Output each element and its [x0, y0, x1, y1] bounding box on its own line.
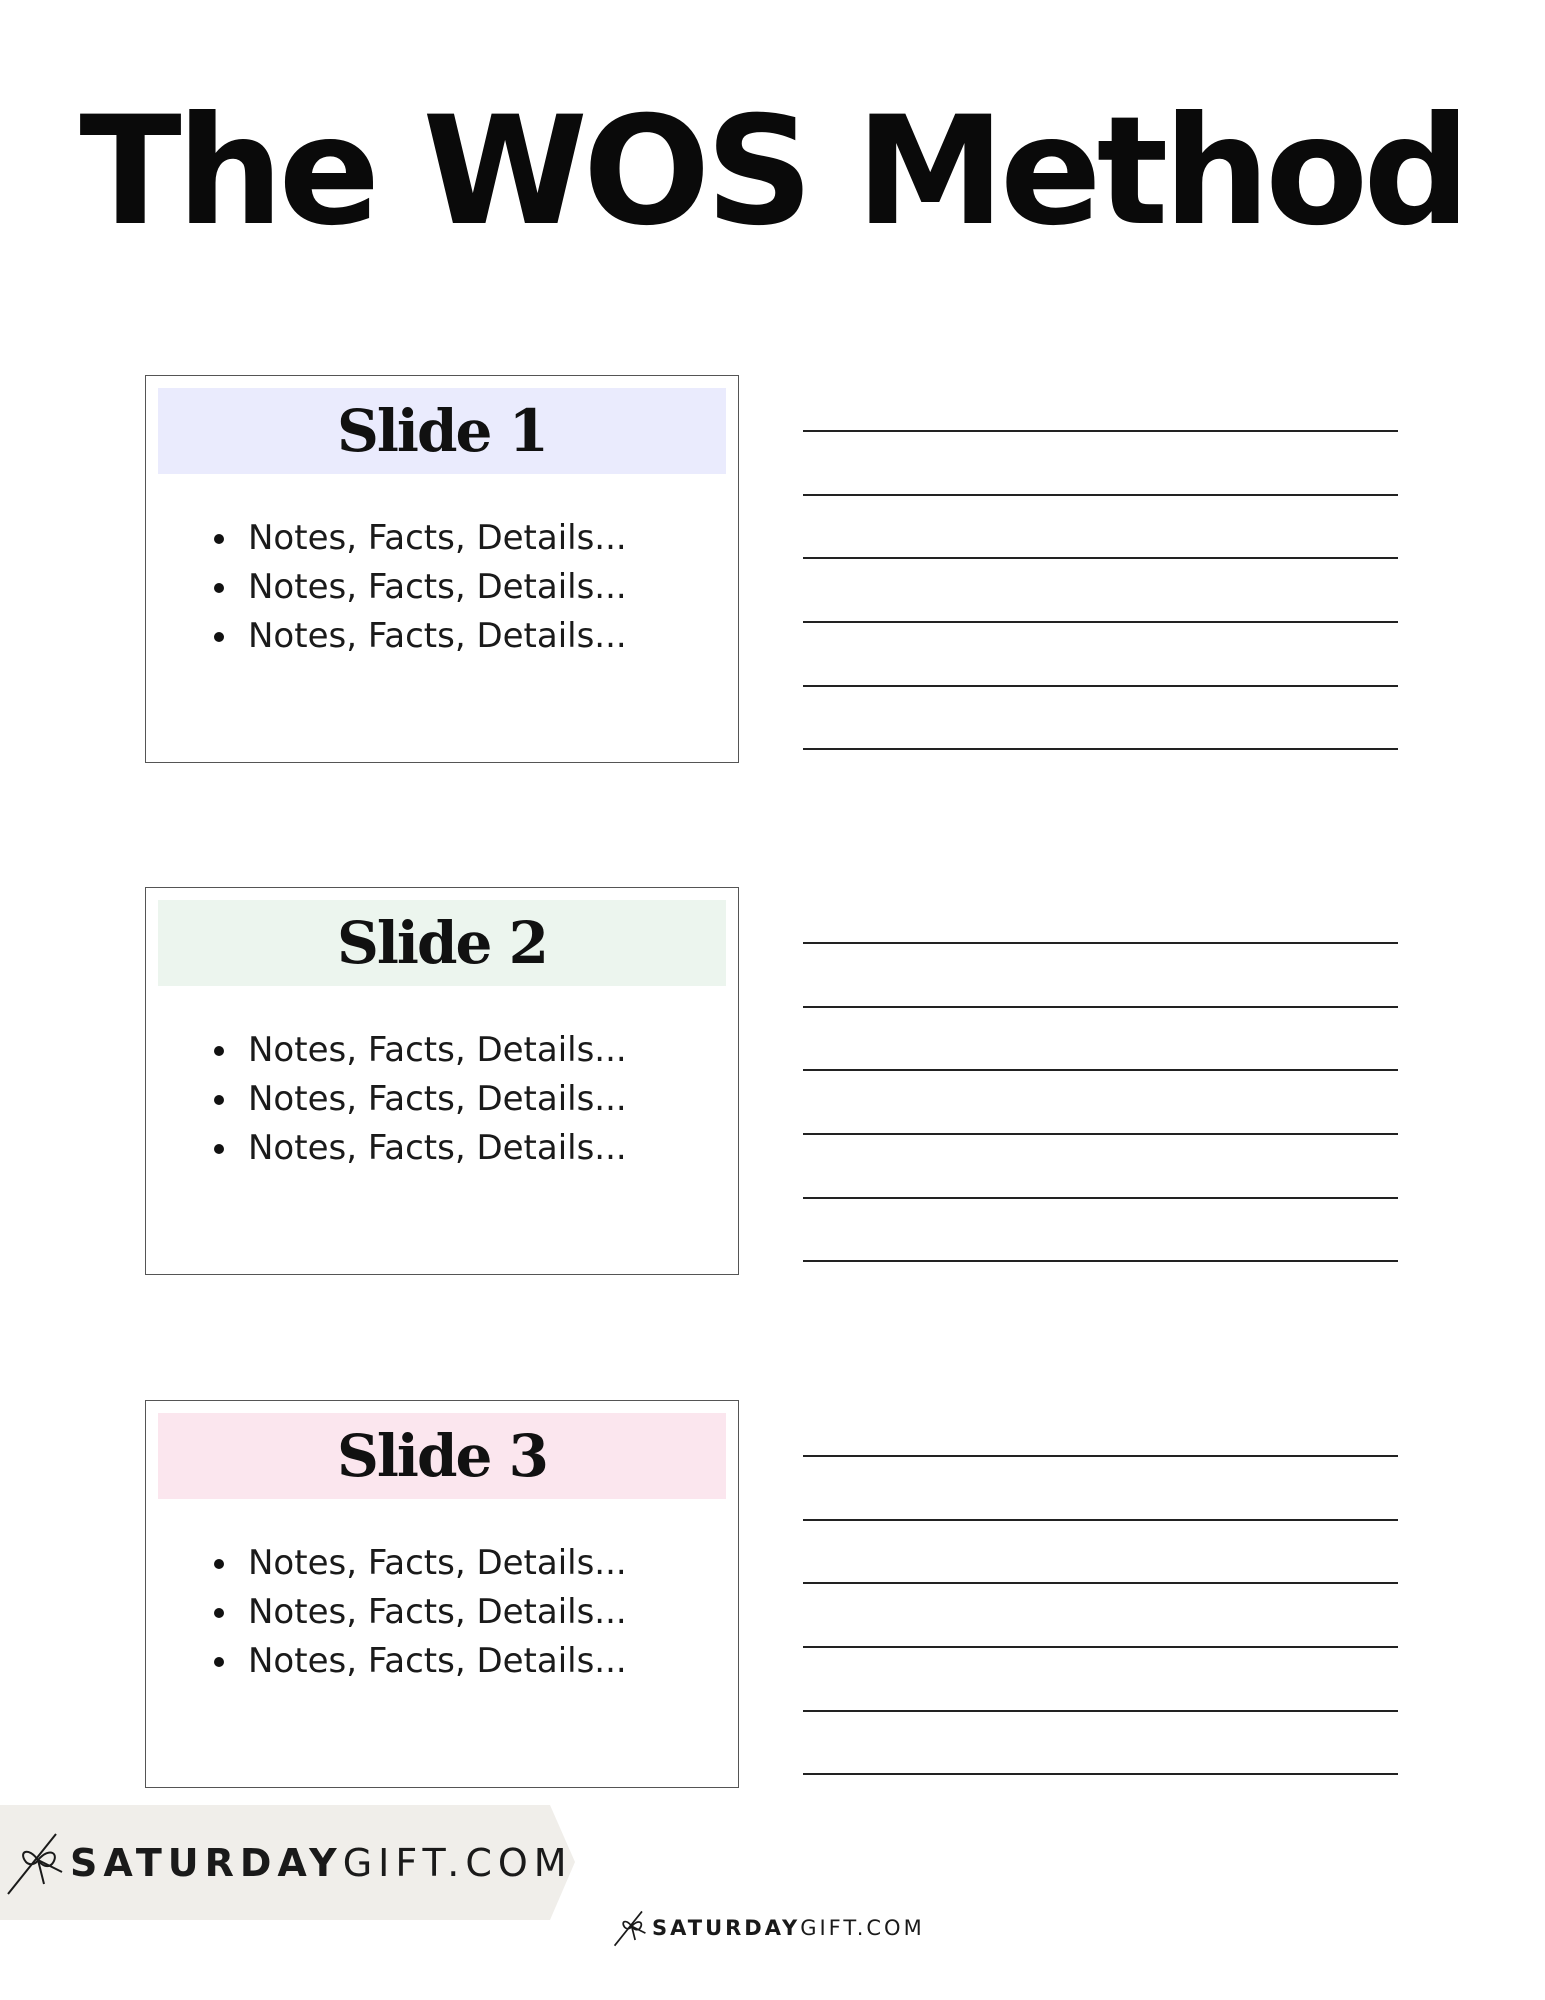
note-item: Notes, Facts, Details... — [248, 563, 627, 612]
writing-line[interactable] — [803, 942, 1398, 944]
writing-line[interactable] — [803, 494, 1398, 496]
page-title: The WOS Method — [79, 85, 1466, 259]
slide-notes-list-2 — [146, 1026, 627, 1173]
slide-header-2 — [158, 900, 726, 986]
writing-line[interactable] — [803, 621, 1398, 623]
bow-ribbon-icon — [4, 1828, 66, 1898]
note-item: Notes, Facts, Details... — [248, 514, 627, 563]
watermark-brand — [4, 1818, 573, 1908]
note-item: Notes, Facts, Details... — [248, 1124, 627, 1173]
writing-line[interactable] — [803, 1260, 1398, 1262]
writing-line[interactable] — [803, 557, 1398, 559]
slide-card-2 — [145, 887, 739, 1275]
writing-line[interactable] — [803, 1069, 1398, 1071]
writing-line[interactable] — [803, 1133, 1398, 1135]
slide-title-2: Slide 2 — [337, 909, 547, 977]
slide-title-3: Slide 3 — [337, 1422, 547, 1490]
writing-line[interactable] — [803, 430, 1398, 432]
footer-brand — [612, 1903, 925, 1953]
slide-notes-list-3 — [146, 1539, 627, 1686]
slide-notes-list-1 — [146, 514, 627, 661]
note-item: Notes, Facts, Details... — [248, 1075, 627, 1124]
bow-ribbon-icon — [612, 1908, 648, 1948]
writing-line[interactable] — [803, 1519, 1398, 1521]
watermark-brand-bold: SATURDAY — [70, 1841, 343, 1885]
writing-line[interactable] — [803, 748, 1398, 750]
writing-line[interactable] — [803, 1710, 1398, 1712]
slide-title-1: Slide 1 — [337, 397, 547, 465]
watermark-brand-light: GIFT.COM — [342, 1841, 573, 1885]
writing-line[interactable] — [803, 1582, 1398, 1584]
writing-line[interactable] — [803, 1006, 1398, 1008]
slide-card-3 — [145, 1400, 739, 1788]
slide-card-1 — [145, 375, 739, 763]
note-item: Notes, Facts, Details... — [248, 1637, 627, 1686]
footer-brand-light: GIFT.COM — [800, 1916, 925, 1940]
writing-line[interactable] — [803, 1455, 1398, 1457]
writing-line[interactable] — [803, 1197, 1398, 1199]
note-item: Notes, Facts, Details... — [248, 612, 627, 661]
note-item: Notes, Facts, Details... — [248, 1026, 627, 1075]
slide-header-3 — [158, 1413, 726, 1499]
slide-header-1 — [158, 388, 726, 474]
footer-brand-bold: SATURDAY — [652, 1916, 801, 1940]
note-item: Notes, Facts, Details... — [248, 1539, 627, 1588]
note-item: Notes, Facts, Details... — [248, 1588, 627, 1637]
writing-line[interactable] — [803, 685, 1398, 687]
writing-line[interactable] — [803, 1773, 1398, 1775]
writing-line[interactable] — [803, 1646, 1398, 1648]
